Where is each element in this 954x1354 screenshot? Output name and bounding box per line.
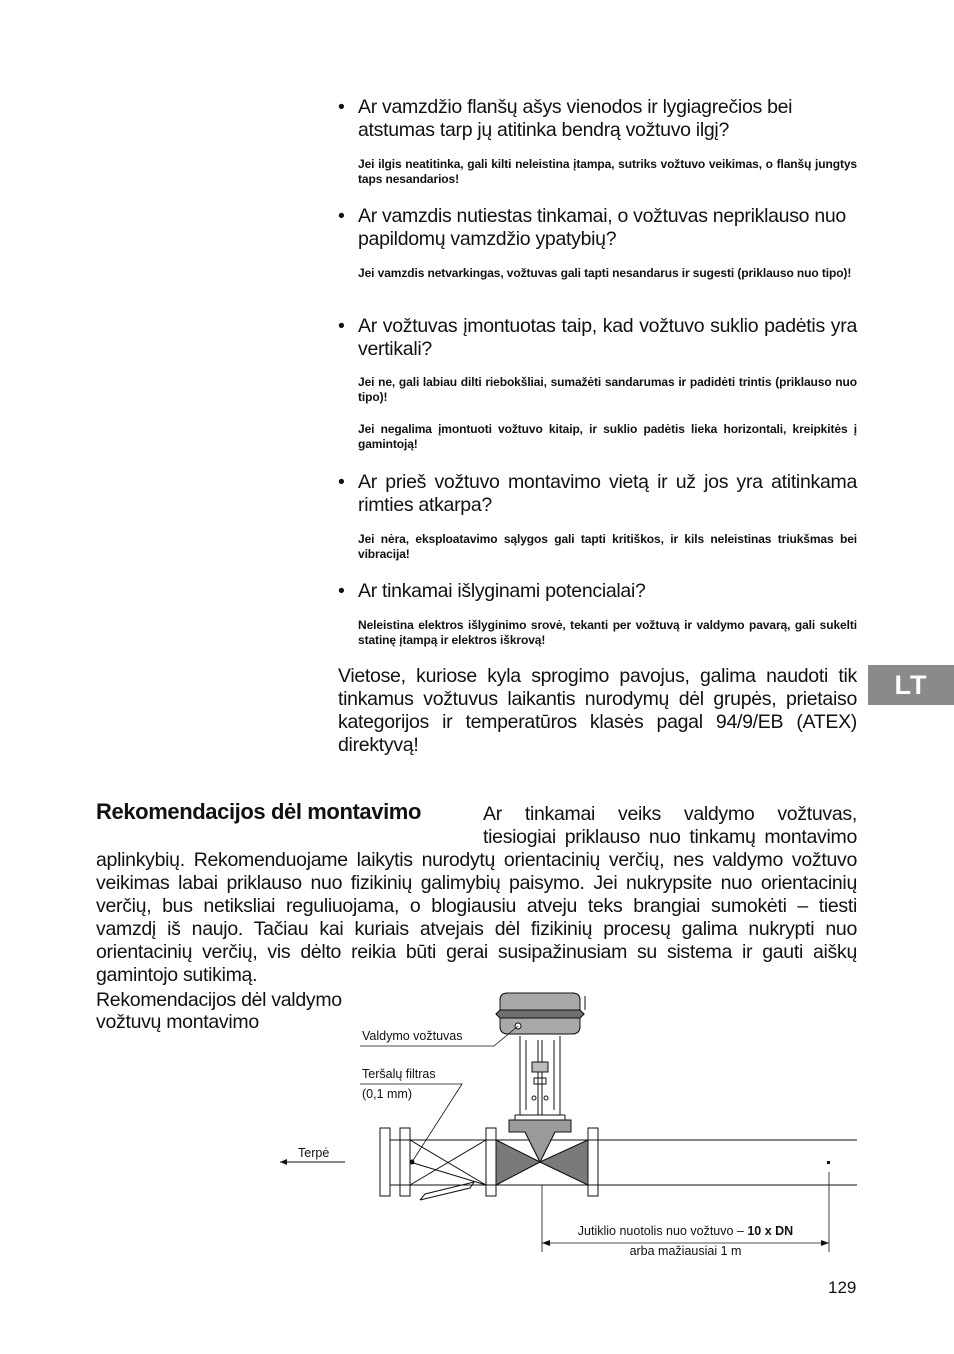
section-heading: Rekomendacijos dėl montavimo <box>96 799 421 824</box>
inlet-flange <box>380 1128 390 1196</box>
checklist-note-5: Neleistina elektros išlyginimo srovė, tekanti per vožtuvą ir valdymo pavarą, gali sukelti statinę įtampą ir elektros iškrovą! <box>358 618 857 647</box>
label-sensor-distance: Jutiklio nuotolis nuo vožtuvo – 10 x DN <box>577 1224 794 1238</box>
medium-arrow-icon <box>280 1159 287 1165</box>
checklist-note-3a: Jei ne, gali labiau dilti riebokšliai, sumažėti sandarumas ir padidėti trintis (priklauso nuo tipo)! <box>358 375 857 404</box>
checklist-question-2: • Ar vamzdis nutiestas tinkamai, o vožtuvas nepriklauso nuo papildomų vamzdžio ypatybių? <box>338 205 846 250</box>
bullet-icon: • <box>338 205 345 227</box>
label-control-valve: Valdymo vožtuvas <box>362 1029 463 1043</box>
section-intro: Ar tinkamai veiks valdymo vožtuvas, tiesiogiai priklauso nuo tinkamų montavimo <box>483 803 857 848</box>
section-body: aplinkybių. Rekomenduojame laikytis nurodytų orientacinių verčių, nes valdymo vožtuvo veikimas labai priklauso nuo fizikinių galimybių paisymo. Jei nukrypsite nuo orientacinių verčių, bus netiksliai reguliuojama, o blogiausiu atveju teks brangiai sumokėti – tiesti vamzdį iš naujo. Tačiau kai kuriais atvejais dėl fizikinių procesų galima nukrypti nuo orientacinių verčių, vis dėlto reikia būti gerai susipažinusiam su sistema ir gauti aiškų gamintojo sutikimą. <box>96 849 857 986</box>
checklist-question-1: • Ar vamzdžio flanšų ašys vienodos ir lygiagrečios bei atstumas tarp jų atitinka bendrą vožtuvo ilgį? <box>338 96 793 141</box>
checklist-note-2: Jei vamzdis netvarkingas, vožtuvas gali tapti nesandarus ir sugesti (priklauso nuo tipo)! <box>358 266 852 280</box>
figure-caption-line-1: Rekomendacijos dėl valdymo <box>96 989 342 1011</box>
checklist-question-4: • Ar prieš vožtuvo montavimo vietą ir už jos yra atitinkama rimties atkarpa? <box>338 471 857 516</box>
valve-flange-right <box>588 1128 598 1196</box>
sensor-marker-icon <box>827 1161 830 1164</box>
figure-caption-line-2: vožtuvų montavimo <box>96 1011 259 1033</box>
bullet-icon: • <box>338 471 345 493</box>
checklist-question-3: • Ar vožtuvas įmontuotas taip, kad vožtuvo suklio padėtis yra vertikali? <box>338 315 857 360</box>
language-tab: LT <box>868 665 954 705</box>
bullet-icon: • <box>338 96 345 118</box>
atex-paragraph: Vietose, kuriose kyla sprogimo pavojus, galima naudoti tik tinkamus vožtuvus laikantis nurodymų dėl grupės, prietaiso kategorijos ir temperatūros klasės pagal 94/9/EB (ATEX) direktyvą! <box>338 665 857 756</box>
bullet-icon: • <box>338 580 345 602</box>
label-medium: Terpė <box>298 1146 330 1160</box>
page-number: 129 <box>828 1278 857 1297</box>
filter-flange-right <box>486 1128 496 1196</box>
checklist-note-1: Jei ilgis neatitinka, gali kilti neleistina įtampa, sutriks vožtuvo veikimas, o flanšų jungtys taps nesandarios! <box>358 157 857 186</box>
checklist-note-4: Jei nėra, eksploatavimo sąlygos gali tapti kritiškos, ir kils neleistinas triukšmas bei vibracija! <box>358 532 857 561</box>
checklist-question-5: • Ar tinkamai išlyginami potencialai? <box>338 580 646 602</box>
label-sensor-distance-min: arba mažiausiai 1 m <box>629 1244 742 1258</box>
label-filter: Teršalų filtras (0,1 mm) <box>362 1067 436 1101</box>
checklist-note-3b: Jei negalima įmontuoti vožtuvo kitaip, ir suklio padėtis lieka horizontali, kreipkitės į gamintoją! <box>358 422 857 451</box>
bullet-icon: • <box>338 315 345 337</box>
filter-flange-left <box>400 1128 410 1196</box>
